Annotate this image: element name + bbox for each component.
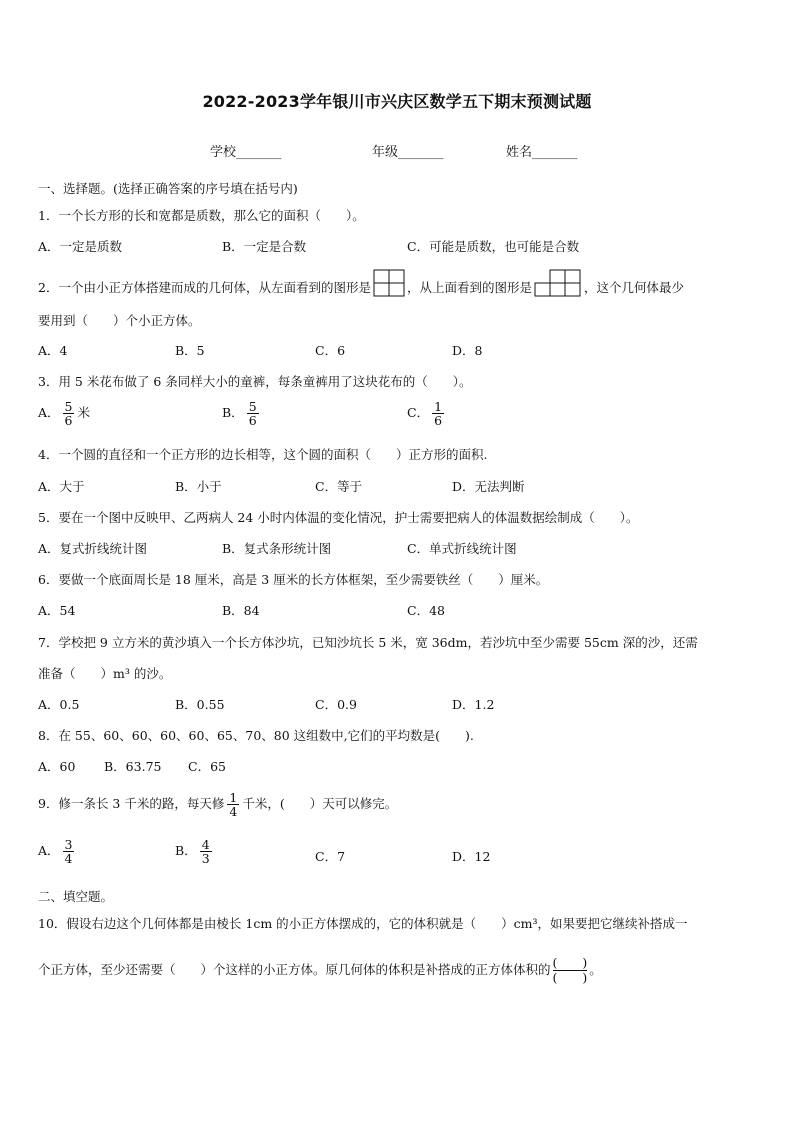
school-field: 学校_______ [210,145,282,160]
q3-option-b: B． $\frac{5}{6}$ [222,399,257,429]
q2-text-post: ，这个几何体最少 [583,280,684,295]
page-title: 2022-2023学年银川市兴庆区数学五下期末预测试题 [202,92,592,111]
q10-fraction-blank: $\frac{( )}{( )}$ [552,955,588,985]
q3-option-a: A． $\frac{5}{6}$ 米 [38,399,90,429]
grade-field: 年级_______ [372,145,444,160]
q8-option-b: B．63.75 [104,759,162,774]
q9-fraction: $\frac{1}{4}$ [229,789,238,819]
question-1: 1．一个长方形的长和宽都是质数，那么它的面积（ ）。 [38,208,365,223]
q2-option-a: A．4 [38,343,68,358]
q1-option-a: A．一定是质数 [38,239,123,254]
q4-option-b: B．小于 [175,479,222,494]
question-2 [38,269,684,308]
section-2-heading: 二、填空题。 [38,889,114,904]
question-7: 7．学校把 9 立方米的黄沙填入一个长方体沙坑，已知沙坑长 5 米，宽 36dm，若沙坑中至少需要 55cm 深的沙，还需 [38,635,698,650]
q4-option-d: D．无法判断 [452,479,525,494]
q9-a-fraction: $\frac{3}{4}$ [64,837,73,867]
q3-c-fraction: $\frac{1}{6}$ [434,399,443,429]
q1-option-b: B．一定是合数 [222,239,307,254]
q1-option-c: C．可能是质数，也可能是合数 [407,239,580,254]
q9-option-c: C．7 [315,849,346,864]
question-5: 5．要在一个图中反映甲、乙两病人 24 小时内体温的变化情况，护士需要把病人的体温数据绘制成（ ）。 [38,510,639,525]
question-3: 3．用 5 米花布做了 6 条同样大小的童裤，每条童裤用了这块花布的（ ）。 [38,374,472,389]
q7-option-d: D．1.2 [452,697,495,712]
question-6: 6．要做一个底面周长是 18 厘米，高是 3 厘米的长方体框架，至少需要铁丝（ ）厘米。 [38,572,549,587]
q8-option-c: C．65 [188,759,226,774]
q6-option-a: A．54 [38,603,76,618]
left-view-figure [373,269,405,308]
q2-option-c: C．6 [315,343,346,358]
q2-text-pre: 2．一个由小正方体搭建而成的几何体，从左面看到的图形是 [38,280,371,295]
question-10: 10．假设右边这个几何体都是由棱长 1cm 的小正方体摆成的，它的体积就是（ ）cm³，如果要把它继续补搭成一 [38,916,688,931]
q9-option-a: A． $\frac{3}{4}$ [38,837,73,867]
question-10-line-2: 个正方体，至少还需要（ ）个这样的小正方体。原几何体的体积是补搭成的正方体体积的 $\frac{( )}{( )}$ 。 [38,955,602,985]
q5-option-c: C．单式折线统计图 [407,541,517,556]
q6-option-c: C．48 [407,603,445,618]
q9-option-b: B． $\frac{4}{3}$ [175,837,210,867]
q7-option-b: B．0.55 [175,697,225,712]
q3-b-fraction: $\frac{5}{6}$ [248,399,257,429]
q3-a-fraction: $\frac{5}{6}$ [64,399,73,429]
q7-option-a: A．0.5 [38,697,80,712]
question-9: 9．修一条长 3 千米的路，每天修 $\frac{1}{4}$ 千米，( ）天可以修完。 [38,789,398,819]
question-4: 4．一个圆的直径和一个正方形的边长相等，这个圆的面积（ ）正方形的面积. [38,447,488,462]
name-field: 姓名_______ [506,145,578,160]
question-8: 8．在 55、60、60、60、60、65、70、80 这组数中,它们的平均数是( ). [38,728,474,743]
top-view-figure [534,269,582,308]
q3-option-c: C． $\frac{1}{6}$ [407,399,443,429]
q2-option-b: B．5 [175,343,205,358]
question-7-line-2: 准备（ ）m³ 的沙。 [38,666,172,681]
q4-option-c: C．等于 [315,479,363,494]
q5-option-a: A．复式折线统计图 [38,541,148,556]
q6-option-b: B．84 [222,603,260,618]
question-2-line-2: 要用到（ ）个小正方体。 [38,313,201,328]
q8-option-a: A．60 [38,759,76,774]
q2-text-mid: ，从上面看到的图形是 [406,280,532,295]
q5-option-b: B．复式条形统计图 [222,541,332,556]
q4-option-a: A．大于 [38,479,85,494]
q9-b-fraction: $\frac{4}{3}$ [201,837,210,867]
q9-option-d: D．12 [452,849,491,864]
q7-option-c: C．0.9 [315,697,357,712]
section-1-heading: 一、选择题。(选择正确答案的序号填在括号内) [38,181,298,196]
q2-option-d: D．8 [452,343,483,358]
